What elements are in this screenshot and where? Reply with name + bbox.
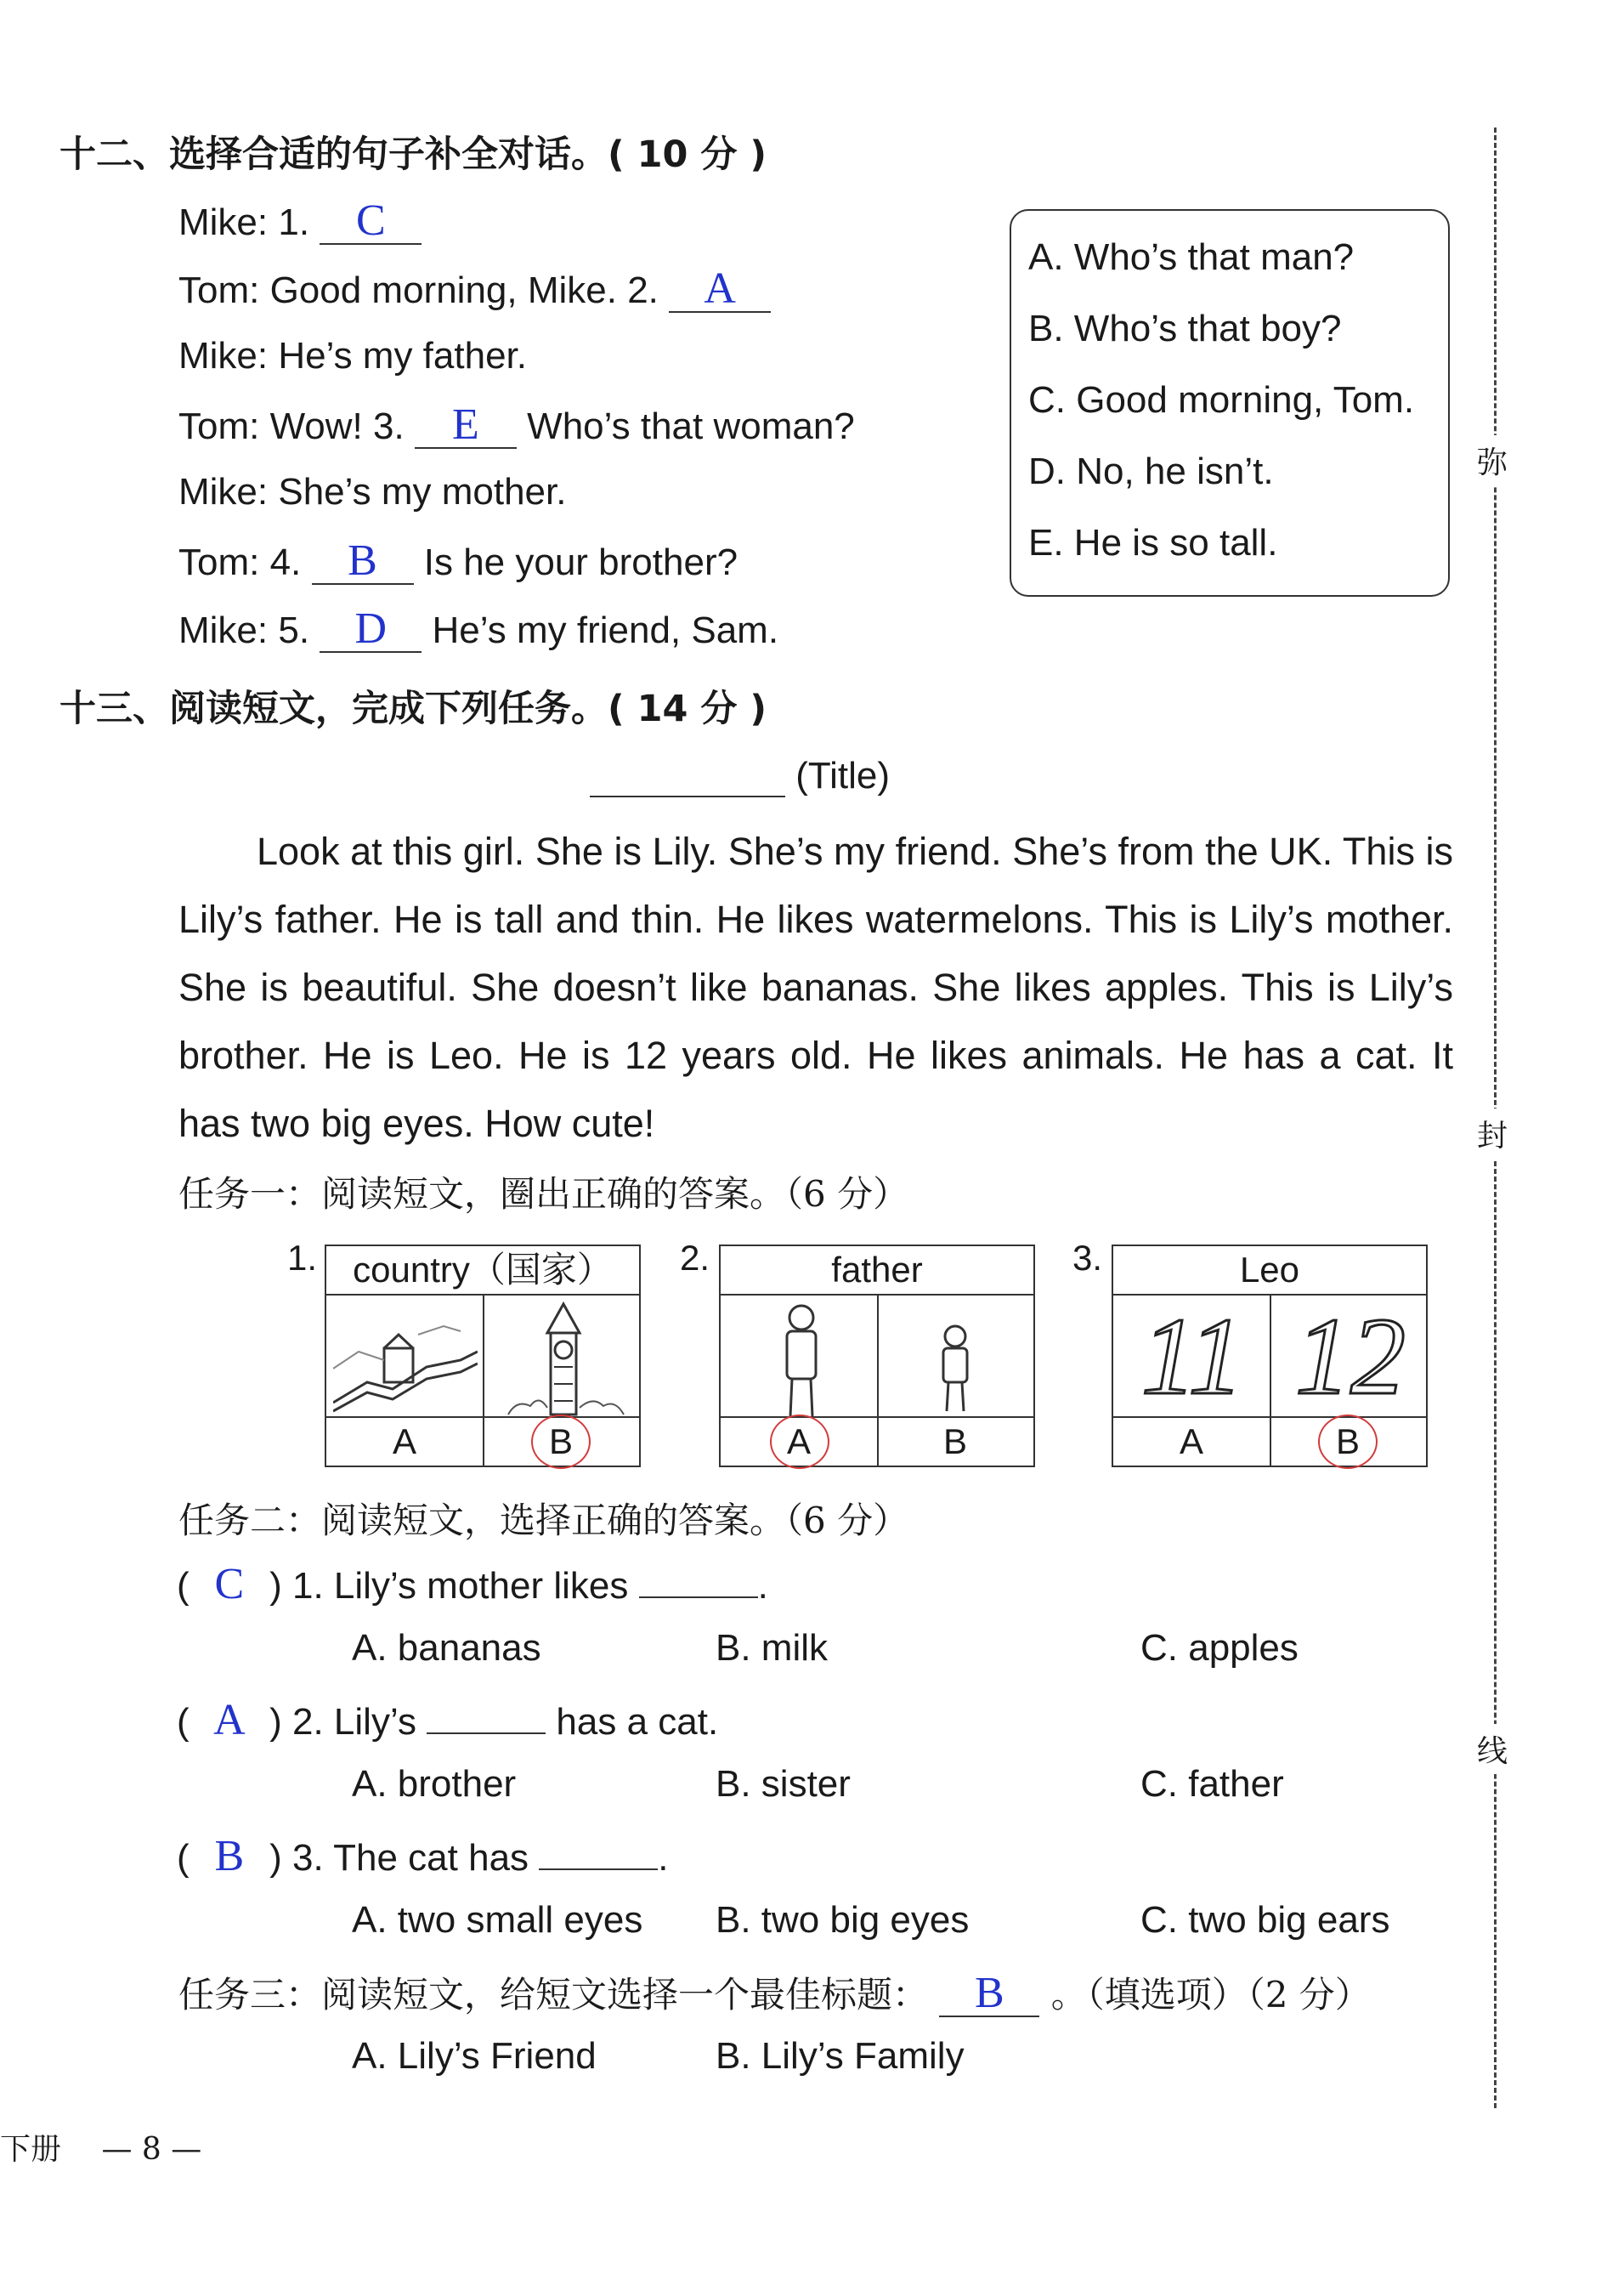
- dialog-speaker: Mike: 5.: [178, 610, 310, 651]
- mc-option: B. two big eyes: [716, 1899, 970, 1941]
- footer-book: 下册: [0, 2132, 62, 2167]
- answer-circle: [531, 1415, 591, 1469]
- pic-option-b[interactable]: B: [942, 1421, 967, 1461]
- task-3-heading: 任务三：阅读短文，给短文选择一个最佳标题：: [178, 1974, 929, 2016]
- question-stem: 2. Lily’s: [292, 1701, 416, 1743]
- man-figure-icon: [763, 1301, 840, 1420]
- mc-option: B. milk: [716, 1627, 828, 1669]
- mc-option: C. father: [1140, 1763, 1284, 1805]
- question-stem-end: has a cat.: [556, 1701, 719, 1743]
- dialog-speaker: Tom: Good morning, Mike. 2.: [178, 269, 659, 311]
- question-stem: 1. Lily’s mother likes: [292, 1565, 629, 1607]
- section-13-heading: 十三、阅读短文，完成下列任务。( 14 分 ): [59, 688, 767, 730]
- answer-blank-5[interactable]: D: [320, 607, 422, 653]
- stem-blank: [539, 1843, 658, 1870]
- title-option: A. Lily’s Friend: [352, 2035, 597, 2077]
- answer-circle: [770, 1415, 829, 1469]
- paren-close: ): [269, 1837, 282, 1879]
- passage-text: Look at this girl. She is Lily. She’s my friend. She’s from the UK. This is Lily’s father. He is tall and thin. He likes watermelons. This is Lily’s mother. She is beautiful. She doesn’t like bananas. She likes apples. This is Lily’s brother. He is Leo. He is 12 years old. He likes animals. He has a cat. It has two big eyes. How cute!: [178, 830, 1453, 1145]
- paren-close: ): [269, 1565, 282, 1607]
- mc-question-2: [177, 1695, 718, 1745]
- dialog-line-3: Mike: He’s my father.: [178, 335, 527, 377]
- pic-header: country（国家）: [326, 1246, 639, 1296]
- dialog-text: Who’s that woman?: [527, 405, 855, 447]
- option-d: D. No, he isn’t.: [1028, 451, 1274, 492]
- reading-passage: [178, 818, 1453, 1158]
- stem-blank: [427, 1707, 546, 1734]
- task-3-line: [178, 1967, 1371, 2018]
- mc-answer-2[interactable]: A: [213, 1696, 246, 1744]
- paren-open: (: [177, 1837, 190, 1879]
- title-option: B. Lily’s Family: [716, 2035, 965, 2077]
- question-stem-end: .: [658, 1837, 669, 1879]
- boy-figure-icon: [921, 1323, 989, 1416]
- best-title-answer[interactable]: B: [939, 1971, 1039, 2017]
- mc-option: C. two big ears: [1140, 1899, 1390, 1941]
- paren-open: (: [177, 1565, 190, 1607]
- dialog-text: He’s my friend, Sam.: [432, 610, 779, 651]
- big-ben-icon: [491, 1299, 636, 1418]
- mc-question-3: [177, 1831, 669, 1881]
- mc-answer-3[interactable]: B: [214, 1832, 245, 1880]
- pic-header: Leo: [1113, 1246, 1426, 1296]
- question-stem: 3. The cat has: [292, 1837, 529, 1879]
- pic-question-1: [325, 1245, 641, 1467]
- option-c: C. Good morning, Tom.: [1028, 379, 1415, 421]
- task-3-tail: 。（填选项）（2 分）: [1050, 1974, 1371, 2016]
- pic-option-a[interactable]: A: [786, 1421, 811, 1461]
- pic-question-1-number: 1.: [287, 1238, 318, 1278]
- margin-mark-feng: 封: [1477, 1108, 1508, 1159]
- dialog-text: Is he your brother?: [423, 541, 738, 583]
- margin-mark-mi: 弥: [1477, 435, 1508, 485]
- age-11-label: 11: [1140, 1296, 1244, 1418]
- mc-option: A. bananas: [352, 1627, 541, 1669]
- mc-option: B. sister: [716, 1763, 851, 1805]
- pic-question-2-number: 2.: [680, 1238, 710, 1278]
- dialog-line-6: [178, 536, 738, 585]
- task-1-heading: 任务一：阅读短文，圈出正确的答案。（6 分）: [178, 1173, 909, 1215]
- dialog-line-7: [178, 604, 779, 653]
- question-stem-end: .: [757, 1565, 768, 1607]
- title-blank[interactable]: [590, 757, 785, 797]
- dialog-speaker: Mike: 1.: [178, 201, 310, 243]
- option-a: A. Who’s that man?: [1028, 236, 1355, 278]
- answer-circle: [1318, 1415, 1378, 1469]
- pic-question-3: [1112, 1245, 1428, 1467]
- pic-header: father: [721, 1246, 1033, 1296]
- option-e: E. He is so tall.: [1028, 522, 1278, 564]
- answer-blank-2[interactable]: A: [669, 267, 771, 313]
- task-2-heading: 任务二：阅读短文，选择正确的答案。（6 分）: [178, 1500, 909, 1541]
- section-12-heading: 十二、选择合适的句子补全对话。( 10 分 ): [59, 133, 767, 176]
- dialog-line-4: [178, 400, 855, 449]
- paren-open: (: [177, 1701, 190, 1743]
- answer-blank-4[interactable]: B: [312, 539, 414, 585]
- pic-question-2: [719, 1245, 1035, 1467]
- mc-option: C. apples: [1140, 1627, 1299, 1669]
- mc-option: A. brother: [352, 1763, 517, 1805]
- pic-question-3-number: 3.: [1072, 1238, 1103, 1278]
- dialog-speaker: Tom: Wow! 3.: [178, 405, 405, 447]
- title-line: [590, 755, 890, 797]
- age-12-label: 12: [1295, 1296, 1406, 1418]
- margin-mark-xian: 线: [1477, 1724, 1508, 1774]
- options-box: [1010, 209, 1450, 597]
- title-label: (Title): [795, 755, 891, 797]
- answer-blank-3[interactable]: E: [415, 403, 517, 449]
- pic-option-a[interactable]: A: [1179, 1421, 1203, 1461]
- pic-option-a[interactable]: A: [392, 1421, 416, 1461]
- pic-option-b[interactable]: B: [1335, 1421, 1360, 1461]
- pic-option-b[interactable]: B: [548, 1421, 573, 1461]
- dialog-line-1: [178, 196, 422, 245]
- paren-close: ): [269, 1701, 282, 1743]
- stem-blank: [639, 1571, 758, 1598]
- dialog-line-5: Mike: She’s my mother.: [178, 471, 567, 513]
- great-wall-icon: [333, 1301, 478, 1416]
- mc-question-1: [177, 1559, 768, 1609]
- mc-option: A. two small eyes: [352, 1899, 643, 1941]
- mc-answer-1[interactable]: C: [214, 1560, 245, 1608]
- dialog-speaker: Tom: 4.: [178, 541, 302, 583]
- footer: [0, 2125, 201, 2169]
- dialog-line-2: [178, 264, 771, 313]
- answer-blank-1[interactable]: C: [320, 199, 422, 245]
- page-number: — 8 —: [101, 2132, 202, 2167]
- option-b: B. Who’s that boy?: [1028, 308, 1342, 349]
